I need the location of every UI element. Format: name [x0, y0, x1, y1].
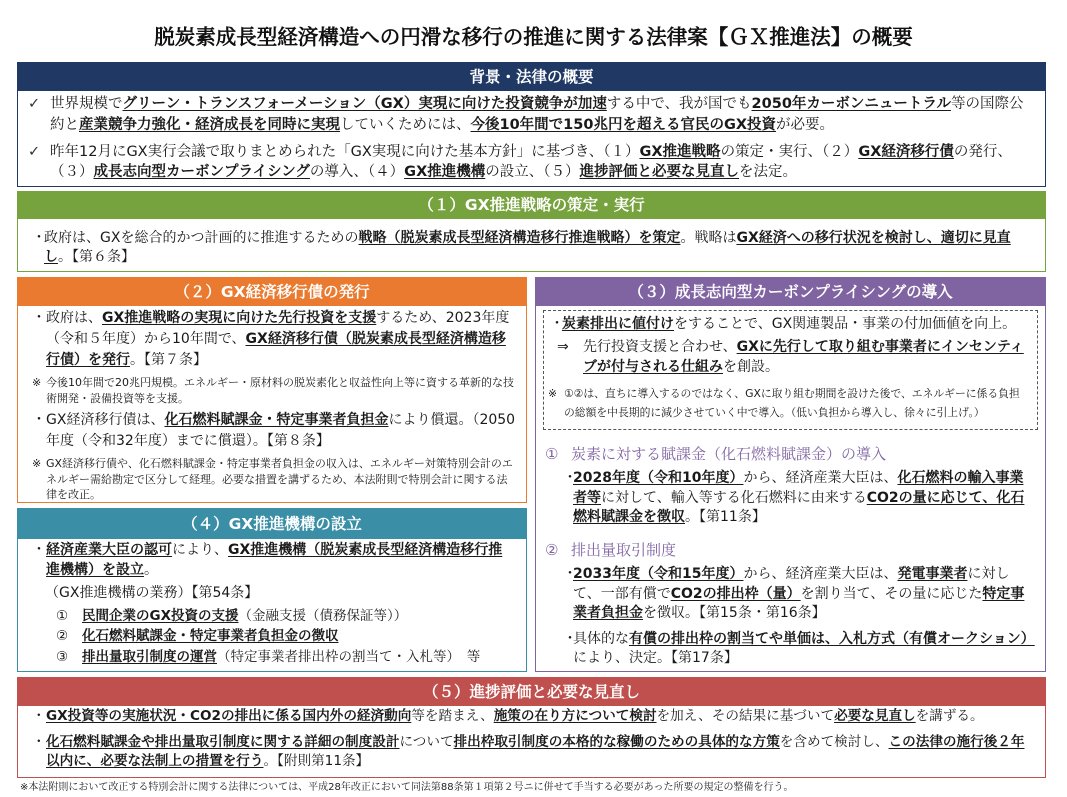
text-segment: ①②は、直ちに導入するのではなく、GXに取り組む期間を設けた後で、エネルギーに係る負担の総額を中長期的に減少させていく中で導入。（低い負担から導入し、徐々に引上げ。）: [564, 387, 1020, 419]
item-text: [46, 308, 516, 371]
carbon-pricing-summary-box: [543, 310, 1038, 430]
text-segment: を法定。: [739, 164, 798, 180]
section-gx-strategy: [17, 191, 1046, 272]
item-text: [82, 606, 516, 627]
section-heading: （４）GX推進機構の設立: [18, 509, 526, 539]
item-text: [571, 540, 1035, 560]
emphasized-text: GX推進機構: [404, 164, 486, 180]
item-text: [573, 630, 1035, 669]
text-segment: の設立、（５）: [485, 164, 580, 180]
number-marker: ①: [545, 445, 559, 463]
text-segment: 。【第11条】: [685, 509, 766, 525]
section-heading: 背景・法律の概要: [18, 63, 1045, 91]
text-segment: から、経済産業大臣は、: [743, 470, 898, 486]
section-body: [536, 444, 1045, 669]
item-text: [82, 626, 516, 647]
text-segment: により、: [172, 542, 228, 558]
bullet-marker: ・: [32, 708, 46, 724]
text-segment: 等の国際公約と: [50, 96, 1024, 133]
text-segment: により償還。（2050年度（令和32年度）までに償還）。【第８条】: [46, 412, 516, 449]
bullet-marker: ・: [563, 630, 577, 647]
emphasized-text: 排出量取引制度の運営: [82, 648, 217, 665]
number-marker: ①: [56, 607, 69, 624]
text-segment: 政府は、: [46, 310, 102, 326]
emphasized-text: 化石燃料の輸入事業者等: [573, 470, 1024, 506]
item-text: [46, 707, 1037, 727]
section-gx-organization: [17, 508, 527, 672]
item-text: [46, 541, 516, 580]
number-marker: ②: [545, 541, 559, 559]
emphasized-text: 民間企業のGX投資の支援: [82, 607, 239, 624]
text-segment: について: [399, 733, 454, 750]
section-body: [18, 706, 1045, 772]
section-body: [18, 306, 526, 503]
bullet-marker: ・: [32, 310, 46, 326]
note-marker: ※: [32, 376, 42, 389]
emphasized-text: 2033年度（令和15年度）: [573, 566, 744, 582]
emphasized-text: 排出枠取引制度の本格的な稼働のための具体的な方策: [453, 733, 780, 750]
text-segment: 政府は、GXを総合的かつ計画的に推進するための: [44, 230, 359, 246]
emphasized-text: 特定事業者負担金: [573, 585, 1025, 621]
note-item: [32, 375, 516, 406]
emphasized-text: GX推進戦略: [639, 143, 721, 160]
note-marker: ※: [548, 387, 558, 400]
text-segment: 。【第７条】: [130, 352, 207, 368]
text-segment: が必要。: [776, 116, 835, 133]
text-segment: するため、2023年度（令和５年度）から10年間で、: [46, 310, 510, 347]
emphasized-text: 経済産業大臣の認可: [46, 542, 172, 558]
emphasized-text: GXに先行して取り組む事業者にインセンティブが付与される仕組み: [583, 339, 1024, 375]
emphasized-text: 化石燃料賦課金・特定事業者負担金: [164, 412, 389, 428]
emphasized-text: この法律の施行後２年以内に、必要な法制上の措置を行う: [46, 733, 1025, 769]
bullet-marker: ・: [550, 316, 564, 332]
bullet-marker: ・: [563, 566, 577, 582]
bullet-item: [32, 229, 1037, 267]
item-text: [44, 229, 1037, 267]
arrow-item: [550, 338, 1029, 377]
text-segment: を徴収。【第15条・第16条】: [643, 605, 826, 621]
bullet-item: [545, 630, 1035, 669]
emphasized-text: GX投資等の実施状況・CO2の排出に係る国内外の経済動向: [46, 708, 412, 724]
check-item: [28, 142, 1037, 183]
item-text: [46, 456, 516, 503]
text-segment: を割り当て、その量に応じた: [800, 585, 983, 602]
item-text: [46, 410, 516, 452]
text-segment: GX経済移行債や、化石燃料賦課金・特定事業者負担金の収入は、エネルギー対策特別会計のエネルギー需給勘定で区分して経理。必要な措置を講ずるため、本法附則で特別会計に関する法律を改正。: [46, 457, 513, 501]
emphasized-text: 発電事業者: [897, 566, 968, 582]
item-text: [46, 375, 516, 406]
section-body: [18, 539, 526, 667]
note-marker: ※: [32, 457, 42, 470]
text-segment: の導入、（４）: [309, 164, 405, 180]
item-text: [46, 733, 1037, 772]
section-progress-review: [17, 677, 1046, 778]
text-segment: 今後10年間で20兆円規模。エネルギー・原材料の脱炭素化と収益性向上等に資する革新的な技術開発・設備投資等を支援。: [46, 376, 514, 405]
emphasized-text: 戦略（脱炭素成長型経済構造移行推進戦略）を策定: [358, 230, 681, 246]
emphasized-text: GX経済移行債（脱炭素成長型経済構造移行債）を発行: [46, 331, 506, 368]
bullet-item: [32, 541, 516, 580]
num-item: [32, 626, 516, 647]
emphasized-text: 2028年度（令和10年度）: [573, 470, 744, 486]
emphasized-text: 産業競争力強化・経済成長を同時に実現: [79, 116, 340, 133]
bullet-item: [550, 314, 1029, 334]
plain-item: [32, 584, 516, 604]
text-segment: 世界規模で: [50, 96, 123, 112]
bullet-item: [545, 565, 1035, 624]
bullet-marker: ・: [32, 230, 46, 246]
note-item: [32, 456, 516, 503]
bullet-item: [32, 733, 1037, 772]
text-segment: を加え、その結果に基づいて: [656, 708, 835, 724]
emphasized-text: 2050年カーボンニュートラル: [751, 96, 951, 112]
text-segment: （GX推進機構の業務）【第54条】: [45, 585, 259, 601]
emphasized-text: 進捗評価と必要な見直し: [579, 164, 740, 180]
text-segment: に対して、一部有償で: [573, 566, 1010, 602]
emphasized-text: GX推進戦略の実現に向けた先行投資を支援: [102, 310, 377, 326]
item-text: [573, 469, 1035, 528]
section-heading: （５）進捗評価と必要な見直し: [18, 678, 1045, 706]
emphasized-text: 炭素排出に値付け: [562, 316, 674, 332]
item-text: [583, 338, 1029, 377]
text-segment: の策定・実行、（２）: [720, 143, 859, 160]
text-segment: に対して、輸入等する化石燃料に由来する: [601, 489, 867, 506]
section-heading: （３）成長志向型カーボンプライシングの導入: [536, 278, 1045, 306]
item-text: [564, 384, 1029, 422]
section-background-overview: [17, 62, 1046, 187]
text-segment: （特定事業者排出枠の割当て・入札等） 等: [217, 648, 481, 665]
bullet-item: [32, 308, 516, 371]
text-segment: から、経済産業大臣は、: [743, 566, 898, 582]
emphasized-text: 有償の排出枠の割当てや単価は、入札方式（有償オークション）: [629, 630, 1035, 647]
text-segment: 先行投資支援と合わせ、: [583, 339, 737, 355]
note-item: [548, 384, 1029, 422]
bullet-item: [32, 707, 1037, 727]
text-segment: により、決定。【第17条】: [573, 650, 738, 666]
footnote: ※本法附則において改正する特別会計に関する法律については、平成28年改正において同法第88条第１項第２号ニに併せて手当する必要があった所要の規定の整備を行う。: [20, 782, 794, 793]
emphasized-text: CO2の量に応じて、化石燃料賦課金を徴収: [573, 489, 1025, 525]
emphasized-text: CO2の排出枠（量）: [670, 585, 801, 602]
check-icon: ✓: [28, 96, 41, 112]
text-segment: 。【附則第11条】: [263, 753, 370, 769]
number-marker: ③: [56, 648, 69, 665]
text-segment: 。: [144, 561, 158, 578]
number-marker: ②: [56, 628, 69, 644]
item-text: [573, 565, 1035, 624]
text-segment: をすることで、GX関連製品・事業の付加価値を向上。: [674, 316, 1017, 332]
arrow-icon: ⇒: [557, 339, 569, 355]
text-segment: 。【第６条】: [58, 249, 135, 265]
page-title: 脱炭素成長型経済構造への円滑な移行の推進に関する法律案【ＧＸ推進法】の概要: [154, 25, 913, 49]
emphasized-text: 必要な見直し: [834, 708, 916, 724]
num-item: [32, 606, 516, 627]
text-segment: の発行、（３）: [50, 143, 1012, 180]
emphasized-text: 化石燃料賦課金や排出量取引制度に関する詳細の制度設計: [46, 733, 400, 750]
emphasized-text: 施策の在り方について検討: [493, 708, 657, 724]
text-segment: （金融支援（債務保証等））: [238, 607, 408, 624]
text-segment: 炭素に対する賦課金（化石燃料賦課金）の導入: [571, 445, 887, 463]
item-text: [50, 94, 1037, 135]
text-segment: 排出量取引制度: [571, 541, 677, 559]
section-heading: （１）GX推進戦略の策定・実行: [18, 192, 1045, 219]
text-segment: 具体的な: [573, 630, 629, 647]
section-body: [18, 91, 1045, 183]
text-segment: する中で、我が国でも: [606, 96, 752, 112]
emphasized-text: 今後10年間で150兆円を超える官民のGX投資: [470, 116, 777, 133]
section-gx-transition-bonds: [17, 277, 527, 503]
bullet-marker: ・: [32, 412, 46, 428]
bullet-marker: ・: [32, 542, 46, 558]
item-text: [562, 314, 1029, 334]
text-segment: 等を踏まえ、: [411, 708, 494, 724]
check-icon: ✓: [28, 143, 41, 160]
bullet-marker: ・: [563, 470, 577, 486]
text-segment: を含めて検討し、: [779, 733, 889, 750]
text-segment: を講ずる。: [915, 708, 984, 724]
item-text: [50, 142, 1037, 183]
emphasized-text: 成長志向型カーボンプライシング: [93, 164, 310, 180]
emphasized-text: GX経済移行債: [858, 143, 954, 160]
bullet-marker: ・: [32, 733, 46, 750]
text-segment: を創設。: [723, 358, 779, 375]
sub-item: [545, 444, 1035, 464]
section-heading: （２）GX経済移行債の発行: [18, 278, 526, 306]
item-text: [82, 647, 516, 668]
emphasized-text: GX経済への移行状況を検討し、適切に見直し: [44, 230, 1011, 265]
emphasized-text: GX推進機構（脱炭素成長型経済構造移行推進機構）を設立: [46, 542, 503, 578]
num-item: [32, 647, 516, 668]
bullet-item: [32, 410, 516, 452]
text-segment: 。戦略は: [680, 230, 737, 246]
emphasized-text: 化石燃料賦課金・特定事業者負担金の徴収: [82, 628, 339, 644]
sub-item: [545, 540, 1035, 560]
bullet-item: [545, 469, 1035, 528]
text-segment: していくためには、: [340, 116, 471, 133]
item-text: [571, 444, 1035, 464]
text-segment: 昨年12月にGX実行会議で取りまとめられた「GX実現に向けた基本方針」に基づき、（１）: [50, 143, 640, 160]
section-body: [18, 219, 1045, 267]
text-segment: GX経済移行債は、: [46, 412, 165, 428]
item-text: [45, 584, 516, 604]
emphasized-text: グリーン・トランスフォーメーション（GX）実現に向けた投資競争が加速: [122, 96, 607, 112]
section-carbon-pricing: [535, 277, 1046, 672]
check-item: [28, 94, 1037, 135]
